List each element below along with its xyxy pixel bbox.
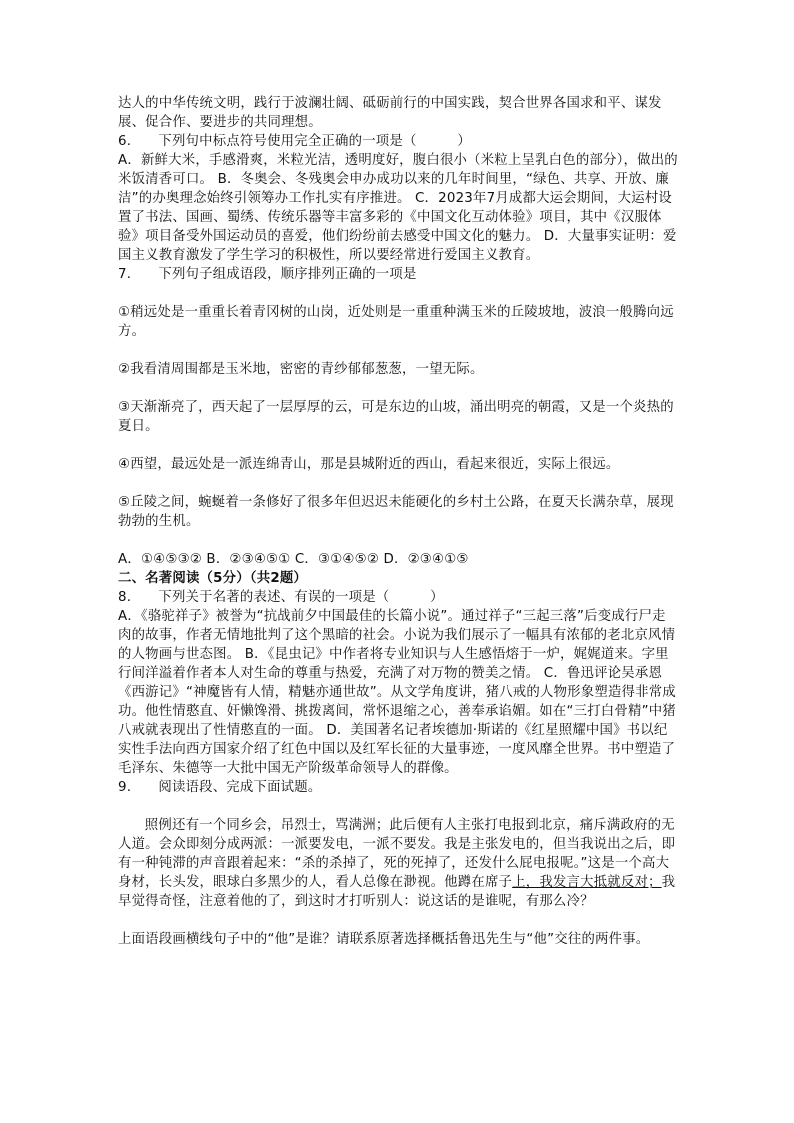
spacer [118, 341, 678, 360]
section-2-heading: 二、名著阅读（5分）（共2题） [118, 571, 308, 586]
sentence-4: ④西望，最远处是一派连绵青山，那是县城附近的西山，看起来很近，实际上很远。 [118, 457, 620, 472]
question-8-options: A．《骆驼祥子》被誉为“抗战前夕中国最佳的长篇小说”。通过祥子“三起三落”后变成行尸走肉的故事，作者无情地批判了这个黑暗的社会。小说为我们展示了一幅具有浓郁的老北京风情的人物画与世态图。 B．《昆虫记》中作者将专业知识与人生感悟熔于一炉，娓娓道来。字里行间洋溢着作者本人对生命的尊重与热爱，充满了对万物的赞美之情。 C．鲁迅评论吴承恩《西游记》“神魔皆有人情，精魅亦通世故”。从文学角度讲，猪八戒的人物形象塑造得非常成功。他性情憨直、奸懒馋滑、挑拨离间，常怀退缩之心，善奉承谄媚。如在“三打白骨精”中猪八戒就表现出了性情憨直的一面。 D．美国著名记者埃德加·斯诺的《红星照耀中国》书以纪实性手法向西方国家介绍了红色中国以及红军长征的大量事迹，一度风靡全世界。书中塑造了毛泽东、朱德等一大批中国无产阶级革命领导人的群像。 [118, 609, 676, 776]
question-9-prompt: 上面语段画横线句子中的“他”是谁？请联系原著选择概括鲁迅先生与“他”交往的两件事。 [118, 932, 650, 947]
question-8-stem: 8. 下列关于名著的表述、有误的一项是（ ） [118, 590, 444, 605]
reading-passage [118, 816, 678, 911]
underlined-sentence: 上，我发言大抵就反对； [512, 875, 662, 890]
passage-text-a: 照例还有一个同乡会，吊烈士，骂满洲；此后便有人主张打电报到北京，痛斥满政府的无人道。会众即刻分成两派：一派要发电，一派不要发。我是主张发电的，但当我说出之后，即有一种钝滞的声音跟着起来：“杀的杀掉了，死的死掉了，还发什么屁电报呢。”这是一个高大身材，长头发，眼球白多黑少的人，看人总像在渺视。他蹲在席子 [118, 818, 676, 890]
spacer [118, 474, 678, 493]
sentence-5: ⑤丘陵之间，蜿蜒着一条修好了很多年但迟迟未能硬化的乡村土公路，在夏天长满杂草，展现勃勃的生机。 [118, 495, 674, 529]
spacer [118, 436, 678, 455]
question-9-stem: 9. 阅读语段、完成下面试题。 [118, 780, 322, 795]
question-6-stem: 6. 下列句中标点符号使用完全正确的一项是（ ） [118, 134, 471, 149]
spacer [118, 911, 678, 930]
intro-paragraph: 达人的中华传统文明，践行于波澜壮阔、砥砺前行的中国实践，契合世界各国求和平、谋发展、促合作、要进步的共同理想。 [118, 96, 662, 130]
sentence-1: ①稍远处是一重重长着青冈树的山岗，近处则是一重重种满玉米的丘陵坡地，波浪一般腾向远方。 [118, 305, 674, 339]
passage-text-b: 我早觉得奇怪，注意着他的了，到这时才打听别人：说这话的是谁呢，有那么冷？ [118, 875, 676, 909]
spacer [118, 284, 678, 303]
document-page [118, 94, 678, 949]
spacer [118, 379, 678, 398]
sentence-2: ②我看清周围都是玉米地，密密的青纱郁郁葱葱，一望无际。 [118, 362, 484, 377]
spacer [118, 797, 678, 816]
question-7-options: A．①④⑤③② B．②③④⑤① C．③①④⑤② D．②③④①⑤ [118, 552, 469, 567]
question-7-stem: 7. 下列句子组成语段，顺序排列正确的一项是 [118, 267, 417, 282]
spacer [118, 531, 678, 550]
sentence-3: ③天渐渐亮了，西天起了一层厚厚的云，可是东边的山坡，涌出明亮的朝霞，又是一个炎热的夏日。 [118, 400, 674, 434]
question-6-options: A．新鲜大米，手感滑爽，米粒光洁，透明度好，腹白很小（米粒上呈乳白色的部分），做出的米饭清香可口。 B．冬奥会、冬残奥会申办成功以来的几年时间里，“绿色、共享、开放、廉洁”的办奥理念始终引领筹办工作扎实有序推进。 C．2023年7月成都大运会期间，大运村设置了书法、国画、蜀绣、传统乐器等丰富多彩的《中国文化互动体验》项目，其中《汉服体验》项目备受外国运动员的喜爱，他们纷纷前去感受中国文化的魅力。 D．大量事实证明：爱国主义教育激发了学生学习的积极性，所以要经常进行爱国主义教育。 [118, 153, 678, 263]
